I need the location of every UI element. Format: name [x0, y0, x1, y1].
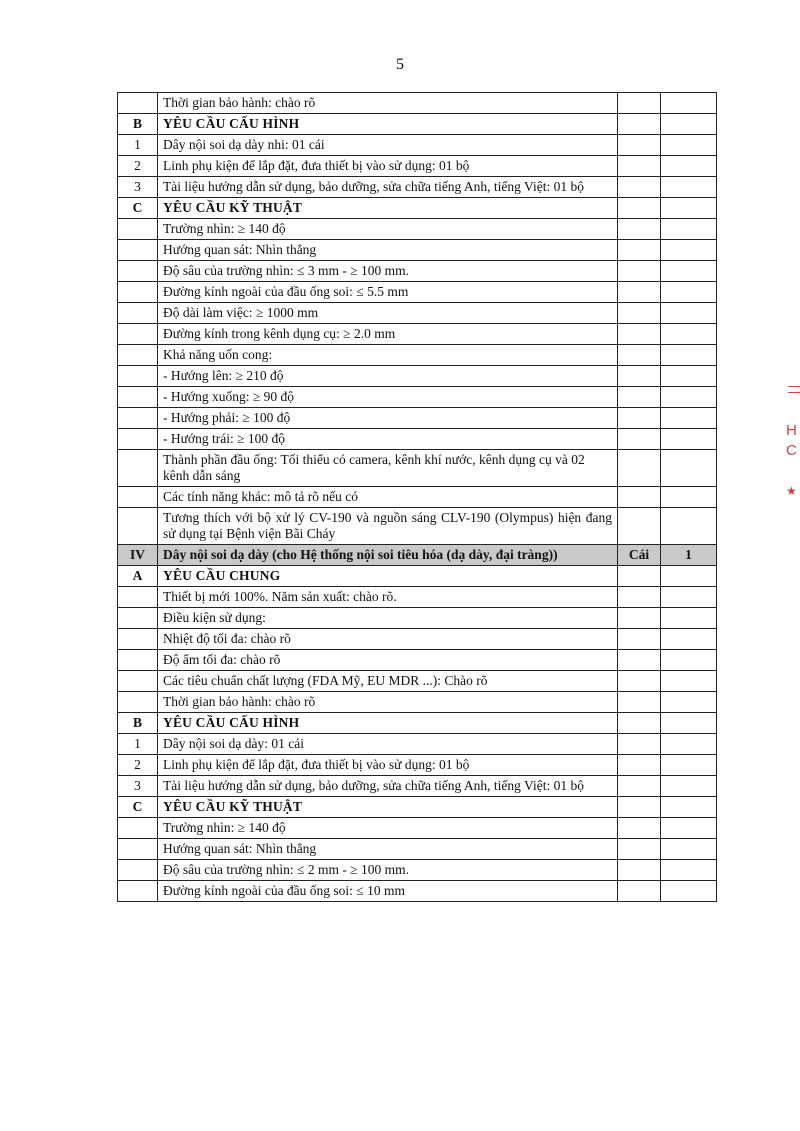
row-quantity-cell — [661, 156, 717, 177]
section-row — [118, 198, 717, 219]
row-unit-cell — [618, 345, 661, 366]
table-row — [118, 776, 717, 797]
row-unit-cell — [618, 324, 661, 345]
stamp-line — [788, 392, 800, 393]
row-description-cell: YÊU CẦU CHUNG — [158, 566, 618, 587]
row-quantity-cell — [661, 324, 717, 345]
stamp-line — [788, 386, 800, 387]
row-description-cell: Trường nhìn: ≥ 140 độ — [158, 818, 618, 839]
table-row — [118, 450, 717, 487]
table-row — [118, 608, 717, 629]
row-quantity-cell — [661, 303, 717, 324]
row-quantity-cell — [661, 508, 717, 545]
row-quantity-cell — [661, 629, 717, 650]
table-row — [118, 408, 717, 429]
row-description-cell: - Hướng phải: ≥ 100 độ — [158, 408, 618, 429]
row-index-cell: B — [118, 713, 158, 734]
row-unit-cell — [618, 114, 661, 135]
row-unit-cell — [618, 860, 661, 881]
row-description-cell: Các tiêu chuẩn chất lượng (FDA Mỹ, EU MDR ...): Chào rõ — [158, 671, 618, 692]
row-description-cell: Thời gian bảo hành: chào rõ — [158, 692, 618, 713]
table-row — [118, 734, 717, 755]
section-row — [118, 713, 717, 734]
row-index-cell: 2 — [118, 755, 158, 776]
row-index-cell — [118, 487, 158, 508]
row-quantity-cell — [661, 755, 717, 776]
row-unit-cell — [618, 282, 661, 303]
row-quantity-cell — [661, 487, 717, 508]
row-index-cell — [118, 881, 158, 902]
row-unit-cell — [618, 776, 661, 797]
row-quantity-cell — [661, 566, 717, 587]
row-description-cell: Điều kiện sử dụng: — [158, 608, 618, 629]
row-description-cell: Độ sâu của trường nhìn: ≤ 3 mm - ≥ 100 mm. — [158, 261, 618, 282]
row-description-cell: Trường nhìn: ≥ 140 độ — [158, 219, 618, 240]
row-unit-cell — [618, 881, 661, 902]
row-index-cell — [118, 629, 158, 650]
stamp-glyph: C — [786, 442, 797, 459]
row-unit-cell — [618, 198, 661, 219]
row-index-cell: 1 — [118, 135, 158, 156]
row-index-cell — [118, 345, 158, 366]
row-description-cell: Hướng quan sát: Nhìn thẳng — [158, 839, 618, 860]
row-description-cell: Tương thích với bộ xử lý CV-190 và nguồn sáng CLV-190 (Olympus) hiện đang sử dụng tại Bệnh viện Bãi Cháy — [158, 508, 618, 545]
row-quantity-cell — [661, 366, 717, 387]
row-index-cell — [118, 303, 158, 324]
specification-table-body — [118, 93, 717, 902]
row-description-cell: Dây nội soi dạ dày nhi: 01 cái — [158, 135, 618, 156]
row-index-cell — [118, 860, 158, 881]
specification-table — [117, 92, 717, 902]
table-row — [118, 429, 717, 450]
table-row — [118, 508, 717, 545]
table-row — [118, 177, 717, 198]
row-index-cell — [118, 324, 158, 345]
table-row — [118, 839, 717, 860]
row-index-cell — [118, 587, 158, 608]
row-description-cell: - Hướng xuống: ≥ 90 độ — [158, 387, 618, 408]
row-index-cell — [118, 366, 158, 387]
row-unit-cell — [618, 387, 661, 408]
row-index-cell — [118, 692, 158, 713]
table-row — [118, 261, 717, 282]
row-index-cell — [118, 818, 158, 839]
table-row — [118, 303, 717, 324]
row-quantity-cell — [661, 114, 717, 135]
row-index-cell — [118, 671, 158, 692]
table-row — [118, 818, 717, 839]
row-description-cell: YÊU CẦU CẤU HÌNH — [158, 114, 618, 135]
table-row — [118, 156, 717, 177]
row-unit-cell — [618, 629, 661, 650]
row-quantity-cell — [661, 450, 717, 487]
row-quantity-cell — [661, 387, 717, 408]
row-quantity-cell: 1 — [661, 545, 717, 566]
row-quantity-cell — [661, 135, 717, 156]
row-index-cell: IV — [118, 545, 158, 566]
row-index-cell — [118, 240, 158, 261]
row-index-cell: C — [118, 198, 158, 219]
section-row — [118, 114, 717, 135]
table-row — [118, 219, 717, 240]
table-row — [118, 93, 717, 114]
row-quantity-cell — [661, 261, 717, 282]
row-index-cell — [118, 261, 158, 282]
row-unit-cell — [618, 734, 661, 755]
row-description-cell: Tài liệu hướng dẫn sử dụng, bảo dưỡng, sửa chữa tiếng Anh, tiếng Việt: 01 bộ — [158, 776, 618, 797]
row-index-cell — [118, 839, 158, 860]
row-unit-cell — [618, 487, 661, 508]
row-description-cell: Nhiệt độ tối đa: chào rõ — [158, 629, 618, 650]
row-description-cell: Đường kính trong kênh dụng cụ: ≥ 2.0 mm — [158, 324, 618, 345]
row-index-cell: A — [118, 566, 158, 587]
row-quantity-cell — [661, 839, 717, 860]
row-quantity-cell — [661, 429, 717, 450]
page-number: 5 — [396, 56, 404, 73]
row-index-cell — [118, 93, 158, 114]
row-index-cell — [118, 450, 158, 487]
stamp-glyph: ★ — [786, 484, 797, 498]
row-unit-cell — [618, 650, 661, 671]
row-unit-cell — [618, 671, 661, 692]
row-description-cell: Độ ẩm tối đa: chào rõ — [158, 650, 618, 671]
row-description-cell: Thời gian bảo hành: chào rõ — [158, 93, 618, 114]
row-index-cell: 2 — [118, 156, 158, 177]
row-index-cell: 3 — [118, 776, 158, 797]
row-quantity-cell — [661, 818, 717, 839]
row-quantity-cell — [661, 860, 717, 881]
row-unit-cell: Cái — [618, 545, 661, 566]
side-stamp-fragment — [784, 380, 800, 520]
row-description-cell: YÊU CẦU CẤU HÌNH — [158, 713, 618, 734]
row-quantity-cell — [661, 345, 717, 366]
row-index-cell — [118, 387, 158, 408]
row-unit-cell — [618, 608, 661, 629]
table-row — [118, 860, 717, 881]
row-unit-cell — [618, 303, 661, 324]
row-index-cell — [118, 408, 158, 429]
row-quantity-cell — [661, 587, 717, 608]
row-description-cell: Độ sâu của trường nhìn: ≤ 2 mm - ≥ 100 mm. — [158, 860, 618, 881]
row-unit-cell — [618, 93, 661, 114]
row-quantity-cell — [661, 282, 717, 303]
row-unit-cell — [618, 713, 661, 734]
table-row — [118, 671, 717, 692]
row-unit-cell — [618, 818, 661, 839]
section-row — [118, 797, 717, 818]
table-row — [118, 135, 717, 156]
row-quantity-cell — [661, 608, 717, 629]
row-unit-cell — [618, 135, 661, 156]
row-quantity-cell — [661, 93, 717, 114]
row-quantity-cell — [661, 177, 717, 198]
row-quantity-cell — [661, 881, 717, 902]
row-description-cell: Thành phần đầu ống: Tối thiểu có camera, kênh khí nước, kênh dụng cụ và 02 kênh dẫn sáng — [158, 450, 618, 487]
table-row — [118, 881, 717, 902]
table-row — [118, 487, 717, 508]
table-row — [118, 692, 717, 713]
table-row — [118, 345, 717, 366]
row-description-cell: Thiết bị mới 100%. Năm sản xuất: chào rõ. — [158, 587, 618, 608]
row-unit-cell — [618, 797, 661, 818]
row-quantity-cell — [661, 713, 717, 734]
row-quantity-cell — [661, 219, 717, 240]
row-quantity-cell — [661, 692, 717, 713]
table-row — [118, 387, 717, 408]
row-description-cell: Hướng quan sát: Nhìn thẳng — [158, 240, 618, 261]
row-description-cell: Linh phụ kiện để lắp đặt, đưa thiết bị vào sử dụng: 01 bộ — [158, 156, 618, 177]
stamp-glyph: H — [786, 422, 797, 439]
row-quantity-cell — [661, 198, 717, 219]
row-quantity-cell — [661, 776, 717, 797]
row-unit-cell — [618, 508, 661, 545]
table-row — [118, 587, 717, 608]
row-unit-cell — [618, 240, 661, 261]
row-quantity-cell — [661, 797, 717, 818]
row-unit-cell — [618, 366, 661, 387]
row-unit-cell — [618, 587, 661, 608]
row-description-cell: Linh phụ kiện để lắp đặt, đưa thiết bị vào sử dụng: 01 bộ — [158, 755, 618, 776]
row-index-cell — [118, 508, 158, 545]
row-quantity-cell — [661, 671, 717, 692]
row-unit-cell — [618, 450, 661, 487]
row-unit-cell — [618, 566, 661, 587]
table-row — [118, 240, 717, 261]
row-index-cell — [118, 608, 158, 629]
row-description-cell: YÊU CẦU KỸ THUẬT — [158, 198, 618, 219]
row-description-cell: Đường kính ngoài của đầu ống soi: ≤ 5.5 mm — [158, 282, 618, 303]
row-index-cell: 3 — [118, 177, 158, 198]
row-index-cell: C — [118, 797, 158, 818]
row-unit-cell — [618, 692, 661, 713]
row-unit-cell — [618, 755, 661, 776]
row-index-cell — [118, 282, 158, 303]
row-quantity-cell — [661, 408, 717, 429]
item-heading-row — [118, 545, 717, 566]
table-row — [118, 366, 717, 387]
section-row — [118, 566, 717, 587]
row-description-cell: Đường kính ngoài của đầu ống soi: ≤ 10 mm — [158, 881, 618, 902]
row-description-cell: Dây nội soi dạ dày (cho Hệ thống nội soi tiêu hóa (dạ dày, đại tràng)) — [158, 545, 618, 566]
row-unit-cell — [618, 839, 661, 860]
row-unit-cell — [618, 177, 661, 198]
table-row — [118, 282, 717, 303]
row-description-cell: Tài liệu hướng dẫn sử dụng, bảo dưỡng, sửa chữa tiếng Anh, tiếng Việt: 01 bộ — [158, 177, 618, 198]
row-description-cell: YÊU CẦU KỸ THUẬT — [158, 797, 618, 818]
row-index-cell — [118, 219, 158, 240]
table-row — [118, 650, 717, 671]
row-index-cell: B — [118, 114, 158, 135]
row-unit-cell — [618, 429, 661, 450]
row-description-cell: Độ dài làm việc: ≥ 1000 mm — [158, 303, 618, 324]
row-description-cell: Khả năng uốn cong: — [158, 345, 618, 366]
row-quantity-cell — [661, 650, 717, 671]
row-index-cell — [118, 650, 158, 671]
table-row — [118, 629, 717, 650]
row-unit-cell — [618, 219, 661, 240]
row-unit-cell — [618, 408, 661, 429]
table-row — [118, 324, 717, 345]
row-index-cell: 1 — [118, 734, 158, 755]
row-quantity-cell — [661, 240, 717, 261]
row-description-cell: - Hướng lên: ≥ 210 độ — [158, 366, 618, 387]
row-quantity-cell — [661, 734, 717, 755]
row-unit-cell — [618, 156, 661, 177]
row-description-cell: Các tính năng khác: mô tả rõ nếu có — [158, 487, 618, 508]
table-row — [118, 755, 717, 776]
row-unit-cell — [618, 261, 661, 282]
row-description-cell: Dây nội soi dạ dày: 01 cái — [158, 734, 618, 755]
row-description-cell: - Hướng trái: ≥ 100 độ — [158, 429, 618, 450]
row-index-cell — [118, 429, 158, 450]
